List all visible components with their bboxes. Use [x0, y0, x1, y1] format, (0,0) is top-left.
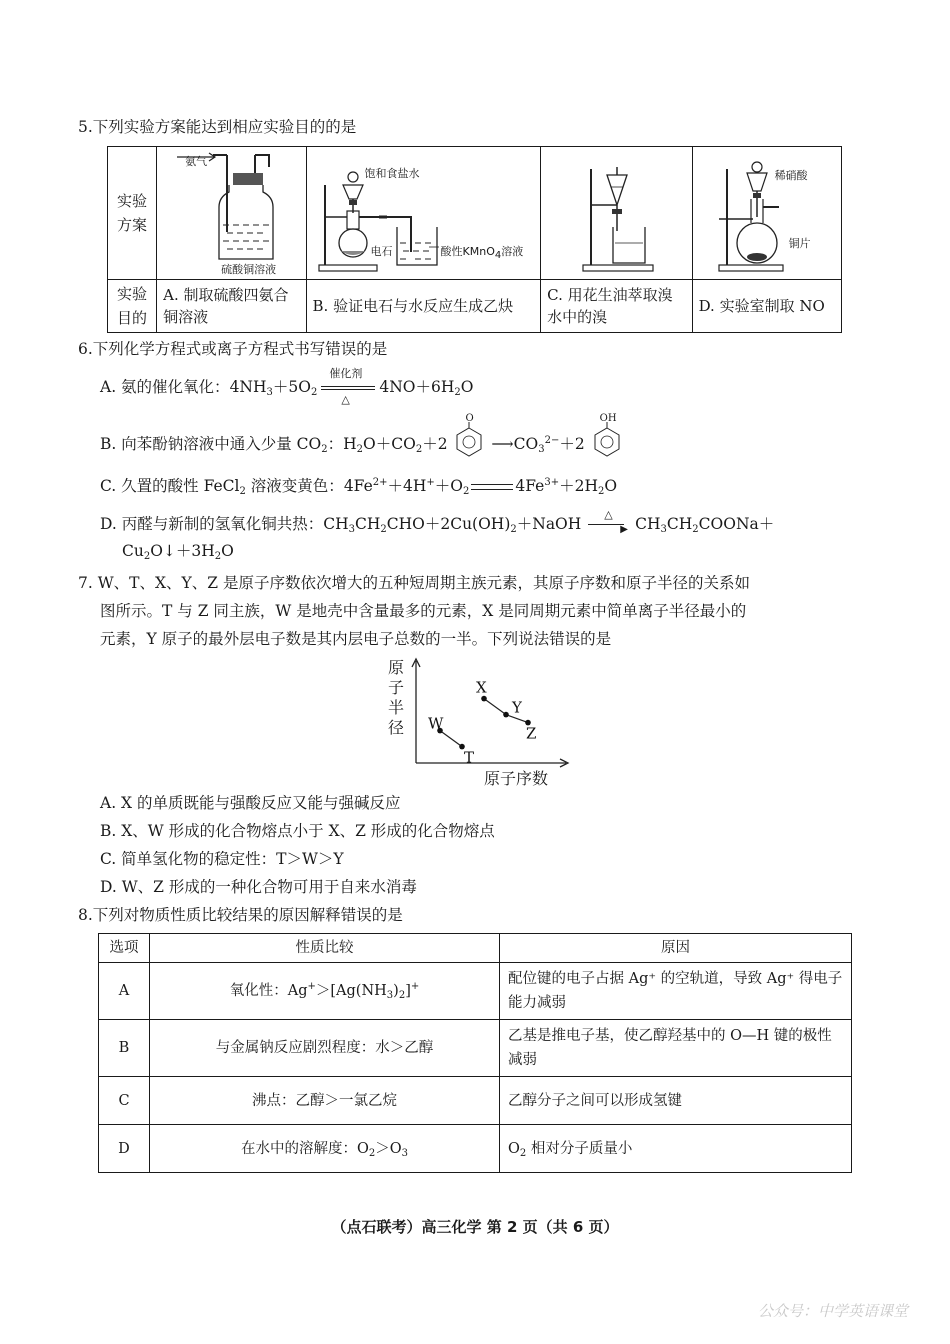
- table-row: [99, 1125, 852, 1173]
- phenol-icon: OH: [590, 430, 624, 460]
- q6-option-b: B. 向苯酚钠溶液中通入少量 $CO_2$：$H_2O+CO_2+2$ O $⟶CO_3^{2-}+2$ OH: [100, 430, 624, 460]
- nitric-acid-label: 稀硝酸: [774, 169, 808, 182]
- carbide-label: 电石: [370, 245, 393, 258]
- q7-option-c: C. 简单氢化物的稳定性：T＞W＞Y: [100, 850, 344, 868]
- q6-option-c: C. 久置的酸性 FeCl$_2$ 溶液变黄色：$4Fe^{2+}+4H^++O_2$ $4Fe^{3+}+2H_2O$: [100, 477, 618, 497]
- q6-option-a: A. 氨的催化氧化：$4NH_3+5O_2$ 催化剂 △ $4NO+6H_2O$: [100, 367, 474, 406]
- q8-property-a: 氧化性：$Ag^+>[Ag(NH_3)_2]^+$: [150, 963, 500, 1020]
- data-point-x: [481, 696, 487, 702]
- kmno4-label: 酸性KMnO$_4$溶液: [440, 245, 524, 261]
- phenoxide-icon: O: [452, 430, 486, 460]
- q5-apparatus-b: [306, 147, 541, 280]
- q5-row2-header: [108, 280, 157, 333]
- point-label-x: X: [476, 678, 487, 697]
- q5-goal-d: D. 实验室制取 NO: [692, 280, 841, 333]
- point-label-y: Y: [512, 698, 522, 717]
- data-point-y: [503, 712, 509, 718]
- q5-row1-header: [108, 147, 157, 280]
- q8-reason-d: $O_2$ 相对分子质量小: [500, 1125, 852, 1173]
- q8-stem: 8.下列对物质性质比较结果的原因解释错误的是: [78, 906, 403, 924]
- q7-option-a: A. X 的单质既能与强酸反应又能与强碱反应: [100, 794, 401, 812]
- q5-header-text: 实验: [117, 192, 148, 210]
- q5-goal-c: C. 用花生油萃取溴水中的溴: [541, 280, 692, 333]
- q5-table: [107, 146, 842, 333]
- q8-header-property: 性质比较: [150, 934, 500, 963]
- table-row: [99, 1077, 852, 1125]
- q8-option-a: A: [99, 963, 150, 1020]
- q7-option-d: D. W、Z 形成的一种化合物可用于自来水消毒: [100, 878, 417, 896]
- chart-points: [428, 679, 536, 767]
- q5-header-text: 方案: [117, 216, 148, 234]
- q8-property-c: 沸点：乙醇＞一氯乙烷: [150, 1077, 500, 1125]
- brine-label: 饱和食盐水: [364, 167, 420, 180]
- q5-stem: 5.下列实验方案能达到相应实验目的的是: [78, 118, 357, 136]
- point-label-z: Z: [526, 724, 537, 743]
- q5-header-text: 目的: [117, 309, 148, 327]
- cuso4-label: 硫酸铜溶液: [221, 263, 277, 276]
- q8-property-b: 与金属钠反应剧烈程度：水＞乙醇: [150, 1020, 500, 1077]
- q8-option-d: D: [99, 1125, 150, 1173]
- q8-header-option: 选项: [99, 934, 150, 963]
- page-footer: （点石联考）高三化学 第 2 页（共 6 页）: [331, 1218, 619, 1236]
- q6-stem: 6.下列化学方程式或离子方程式书写错误的是: [78, 340, 388, 358]
- q8-header-reason: 原因: [500, 934, 852, 963]
- separatory-funnel-drawing: [541, 147, 691, 279]
- point-label-t: T: [464, 748, 475, 767]
- catalyst-condition: 催化剂 △: [317, 377, 379, 399]
- q7-option-b: B. X、W 形成的化合物熔点小于 X、Z 形成的化合物熔点: [100, 822, 495, 840]
- series-line: [440, 731, 462, 747]
- x-axis-label: 原子序数: [484, 769, 549, 788]
- y-axis-label: 原子半径: [388, 658, 405, 737]
- q6-option-d: D. 丙醛与新制的氢氧化铜共热：$CH_3CH_2CHO+2Cu(OH)_2+NaOH$ △ ▶ $CH_3CH_2COONa+$: [100, 508, 775, 535]
- q5-apparatus-a: [157, 147, 306, 280]
- table-row: [99, 963, 852, 1020]
- ammonia-label: 氨气: [185, 155, 208, 168]
- watermark: 公众号：中学英语课堂: [757, 1302, 908, 1320]
- q8-option-c: C: [99, 1077, 150, 1125]
- q8-reason-b: 乙基是推电子基，使乙醇羟基中的 O—H 键的极性减弱: [500, 1020, 852, 1077]
- q7-stem-line1: 7. W、T、X、Y、Z 是原子序数依次增大的五种短周期主族元素，其原子序数和原子半径的关系如: [78, 574, 750, 592]
- gas-washing-bottle-drawing: [157, 147, 305, 279]
- q6-option-d-cont: $Cu_2O↓+3H_2O$: [122, 542, 234, 562]
- q5-goal-a: A. 制取硫酸四氨合铜溶液: [157, 280, 306, 333]
- copper-label: 铜片: [788, 237, 811, 250]
- q8-header-row: [99, 934, 852, 963]
- acetylene-apparatus-drawing: [307, 147, 540, 279]
- table-row: [99, 1020, 852, 1077]
- q8-reason-a: 配位键的电子占据 Ag⁺ 的空轨道，导致 Ag⁺ 得电子能力减弱: [500, 963, 852, 1020]
- q5-apparatus-d: [692, 147, 841, 280]
- q7-stem-line3: 元素，Y 原子的最外层电子数是其内层电子总数的一半。下列说法错误的是: [100, 630, 612, 648]
- q5-apparatus-c: [541, 147, 692, 280]
- q5-goal-b: B. 验证电石与水反应生成乙炔: [306, 280, 541, 333]
- q5-header-text: 实验: [117, 285, 148, 303]
- q7-stem-line2: 图所示。T 与 Z 同主族，W 是地壳中含量最多的元素，X 是同周期元素中简单离子半径最小的: [100, 602, 747, 620]
- q8-reason-c: 乙醇分子之间可以形成氢键: [500, 1077, 852, 1125]
- q8-table: [98, 933, 852, 1173]
- q8-property-d: 在水中的溶解度：$O_2>O_3$: [150, 1125, 500, 1173]
- heat-arrow: △ ▶: [586, 514, 630, 536]
- point-label-w: W: [428, 714, 444, 733]
- no-generator-drawing: [693, 147, 841, 279]
- q8-option-b: B: [99, 1020, 150, 1077]
